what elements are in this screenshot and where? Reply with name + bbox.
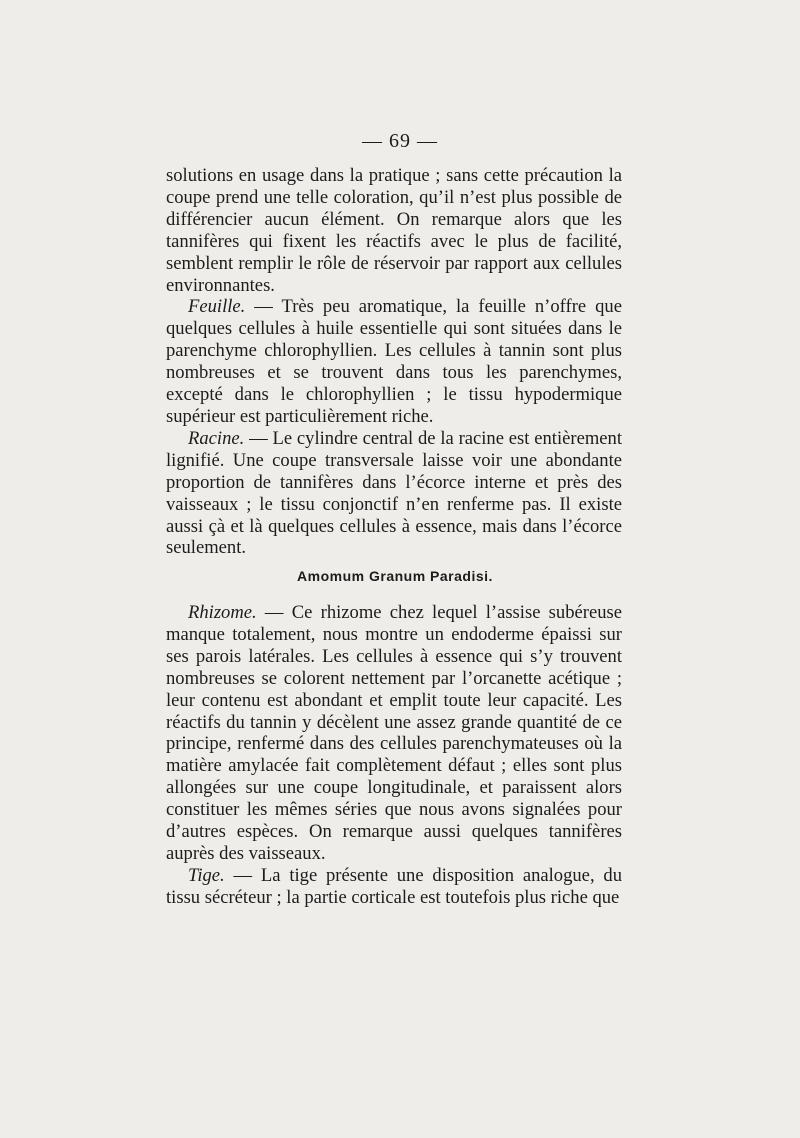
- tige-text: — La tige présente une disposition analogue, du tissu sécréteur ; la partie corticale est toutefois plus riche que: [166, 864, 622, 908]
- text-block-top: [166, 165, 622, 559]
- rhizome-lead: Rhizome.: [188, 602, 257, 623]
- text-block-bottom: [166, 602, 622, 909]
- page-number: — 69 —: [362, 130, 438, 152]
- paragraph-continuation: solutions en usage dans la pratique ; sans cette précaution la coupe prend une telle coloration, qu’il n’est plus possible de différencier aucun élément. On remarque alors que les tannifères qui fixent les réactifs avec le plus de facilité, semblent remplir le rôle de réservoir par rapport aux cellules environnantes.: [166, 165, 622, 296]
- paragraph-rhizome: [166, 602, 622, 865]
- feuille-lead: Feuille.: [188, 296, 246, 318]
- racine-text: — Le cylindre central de la racine est entièrement lignifié. Une coupe transversale laisse voir une abondante proportion de tannifères dans l’écorce interne et près des vaisseaux ; le tissu conjonctif n’en renferme pas. Il existe aussi çà et là quelques cellules à essence, mais dans l’écorce seulement.: [166, 427, 623, 559]
- paragraph-racine: [166, 428, 622, 559]
- section-heading: Amomum Granum Paradisi.: [297, 568, 493, 584]
- racine-lead: Racine.: [188, 427, 245, 449]
- feuille-text: — Très peu aromatique, la feuille n’offre que quelques cellules à huile essentielle qui sont situées dans le parenchyme chlorophyllien. Les cellules à tannin sont plus nombreuses et se trouvent dans tous les parenchymes, excepté dans le chlorophyllien ; le tissu hypodermique supérieur est particulièrement riche.: [166, 296, 622, 427]
- paragraph-tige: [166, 865, 622, 909]
- paragraph-feuille: [166, 296, 622, 427]
- rhizome-text: — Ce rhizome chez lequel l’assise subéreuse manque totalement, nous montre un endoderme épaissi sur ses parois latérales. Les cellules à essence qui s’y trouvent nombreuses se colorent nettement par l’orcanette acétique ; leur contenu est abondant et emplit toute leur capacité. Les réactifs du tannin y décèlent une assez grande quantité de ce principe, renfermé dans des cellules parenchymateuses où la matière amylacée fait complètement défaut ; elles sont plus allongées sur une coupe longitudinale, et paraissent alors constituer les mêmes séries que nous avons signalées pour d’autres espèces. On remarque aussi quelques tannifères auprès des vaisseaux.: [166, 602, 622, 864]
- tige-lead: Tige.: [188, 864, 225, 886]
